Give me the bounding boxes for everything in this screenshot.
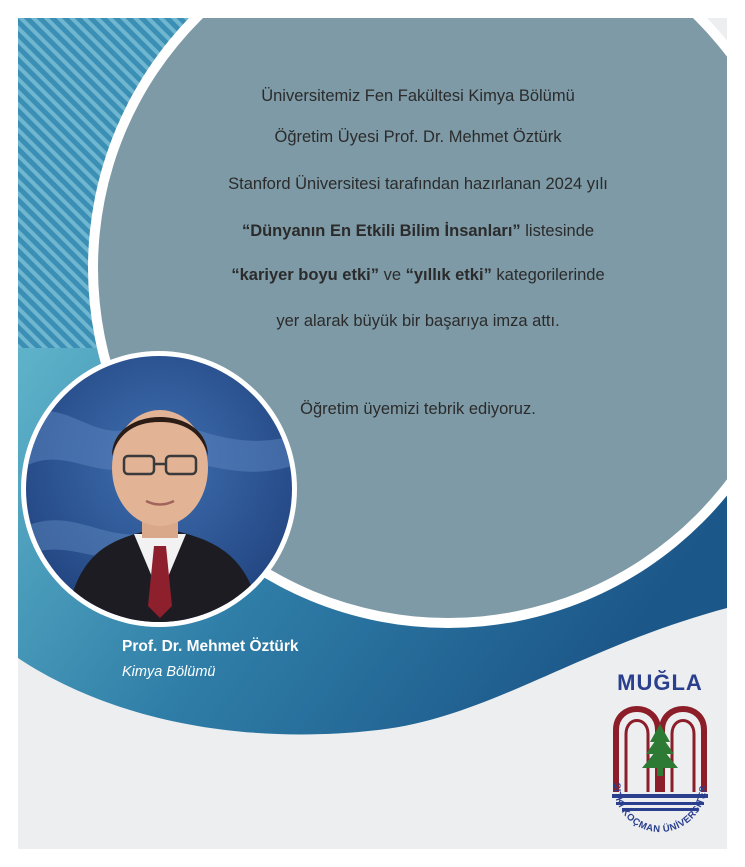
- message-line-5-rest: kategorilerinde: [491, 266, 605, 284]
- university-gate-pine-icon: [602, 694, 718, 842]
- message-line-5: [168, 266, 668, 285]
- message-line-3: Stanford Üniversitesi tarafından hazırlanan 2024 yılı: [228, 175, 608, 193]
- logo-arc-text: SITKI KOÇMAN ÜNİVERSİTES: [610, 782, 710, 836]
- caption-department: Kimya Bölümü: [122, 664, 216, 680]
- message-line-2: Öğretim Üyesi Prof. Dr. Mehmet Öztürk: [274, 128, 562, 146]
- category-yearly: “yıllık etki”: [405, 266, 492, 284]
- message-line-6: yer alarak büyük bir başarıya imza attı.: [276, 312, 560, 330]
- message-line-4: [168, 222, 668, 241]
- congrats-line: Öğretim üyemizi tebrik ediyoruz.: [300, 400, 536, 418]
- category-career: “kariyer boyu etki”: [231, 266, 379, 284]
- poster: [18, 18, 727, 849]
- university-logo: [602, 670, 718, 840]
- award-list-name: “Dünyanın En Etkili Bilim İnsanları”: [241, 222, 521, 240]
- logo-brand-text: MUĞLA: [617, 670, 703, 695]
- photo-caption: [122, 638, 299, 680]
- portrait-photo: [26, 356, 292, 622]
- caption-name: Prof. Dr. Mehmet Öztürk: [122, 638, 299, 655]
- message-line-1: Üniversitemiz Fen Fakültesi Kimya Bölümü: [261, 87, 575, 105]
- message-line-4-rest: listesinde: [520, 222, 595, 240]
- message-line-5-mid: ve: [379, 266, 406, 284]
